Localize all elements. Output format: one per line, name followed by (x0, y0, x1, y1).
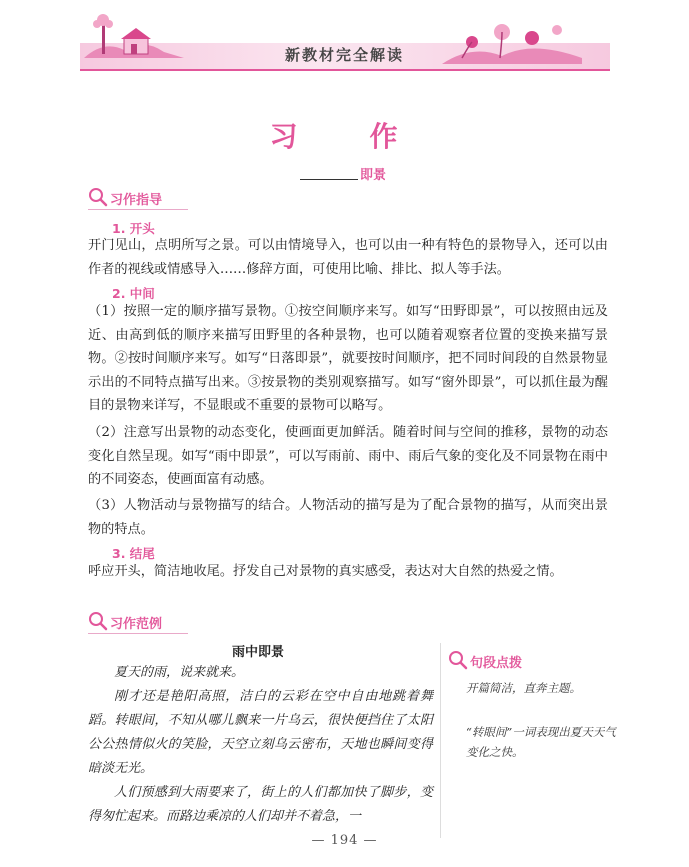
example-paragraph: 人们预感到大雨要来了，街上的人们都加快了脚步，变得匆忙起来。而路边乘凉的人们却并不着急，一 (88, 785, 433, 824)
magnifier-icon (88, 187, 108, 207)
magnifier-icon (448, 650, 468, 670)
sub-heading-opening: 1. 开头 (112, 221, 155, 236)
section-rule (88, 633, 188, 634)
paragraph-opening: 开门见山，点明所写之景。可以由情境导入，也可以由一种有特色的景物导入，还可以由作者的视线或情感导入……修辞方面，可使用比喻、排比、拟人等手法。 (88, 238, 608, 277)
page-number: — 194 — (311, 833, 378, 848)
sub-heading-middle: 2. 中间 (112, 286, 155, 301)
paragraph-middle-dynamic: （2）注意写出景物的动态变化，使画面更加鲜活。随着时间与空间的推移，景物的动态变化自然呈现。如写“雨中即景”，可以写雨前、雨中、雨后气象的变化及不同景物在雨中的不同姿态，使画面富有动感。 (88, 425, 608, 487)
subtitle-blank-line (300, 179, 358, 180)
example-title: 雨中即景 (231, 645, 284, 660)
margin-note: 开篇简洁，直奔主题。 (466, 681, 581, 695)
header-title: 新教材完全解读 (284, 46, 404, 64)
section-heading-label: 习作范例 (110, 617, 163, 632)
paragraph-ending: 呼应开头，简洁地收尾。抒发自己对景物的真实感受，表达对大自然的热爱之情。 (88, 564, 563, 579)
paragraph-middle-order: （1）按照一定的顺序描写景物。①按空间顺序来写。如写“田野即景”，可以按照由远及近、由高到低的顺序来描写田野里的各种景物，也可以随着观察者位置的变换来描写景物。②按时间顺序来写。如写“日落即景”，就要按时间顺序，把不同时间段的自然景物显示出的不同特点描写出来。③按景物的类别观察描写。如写“窗外即景”，可以抓住最为醒目的景物来详写，不显眼或不重要的景物可以略写。 (88, 304, 608, 413)
margin-note: “转眼间”一词表现出夏天天气变化之快。 (466, 725, 616, 759)
page-header (0, 0, 689, 80)
subtitle: 即景 (360, 168, 387, 183)
section-heading-label: 习作指导 (110, 193, 163, 208)
notes-heading-label: 句段点拨 (470, 656, 523, 671)
magnifier-icon (88, 611, 108, 631)
page-title: 习 作 (269, 120, 420, 153)
section-rule (88, 209, 188, 210)
sub-heading-ending: 3. 结尾 (112, 546, 155, 561)
paragraph-middle-people: （3）人物活动与景物描写的结合。人物活动的描写是为了配合景物的描写，从而突出景物的特点。 (88, 498, 608, 537)
example-paragraph: 刚才还是艳阳高照，洁白的云彩在空中自由地跳着舞蹈。转眼间，不知从哪儿飘来一片乌云，很快便挡住了太阳公公热情似火的笑脸，天空立刻乌云密布，天地也瞬间变得暗淡无光。 (88, 689, 433, 776)
example-paragraph: 夏天的雨，说来就来。 (114, 665, 245, 680)
margin-divider (440, 643, 441, 838)
